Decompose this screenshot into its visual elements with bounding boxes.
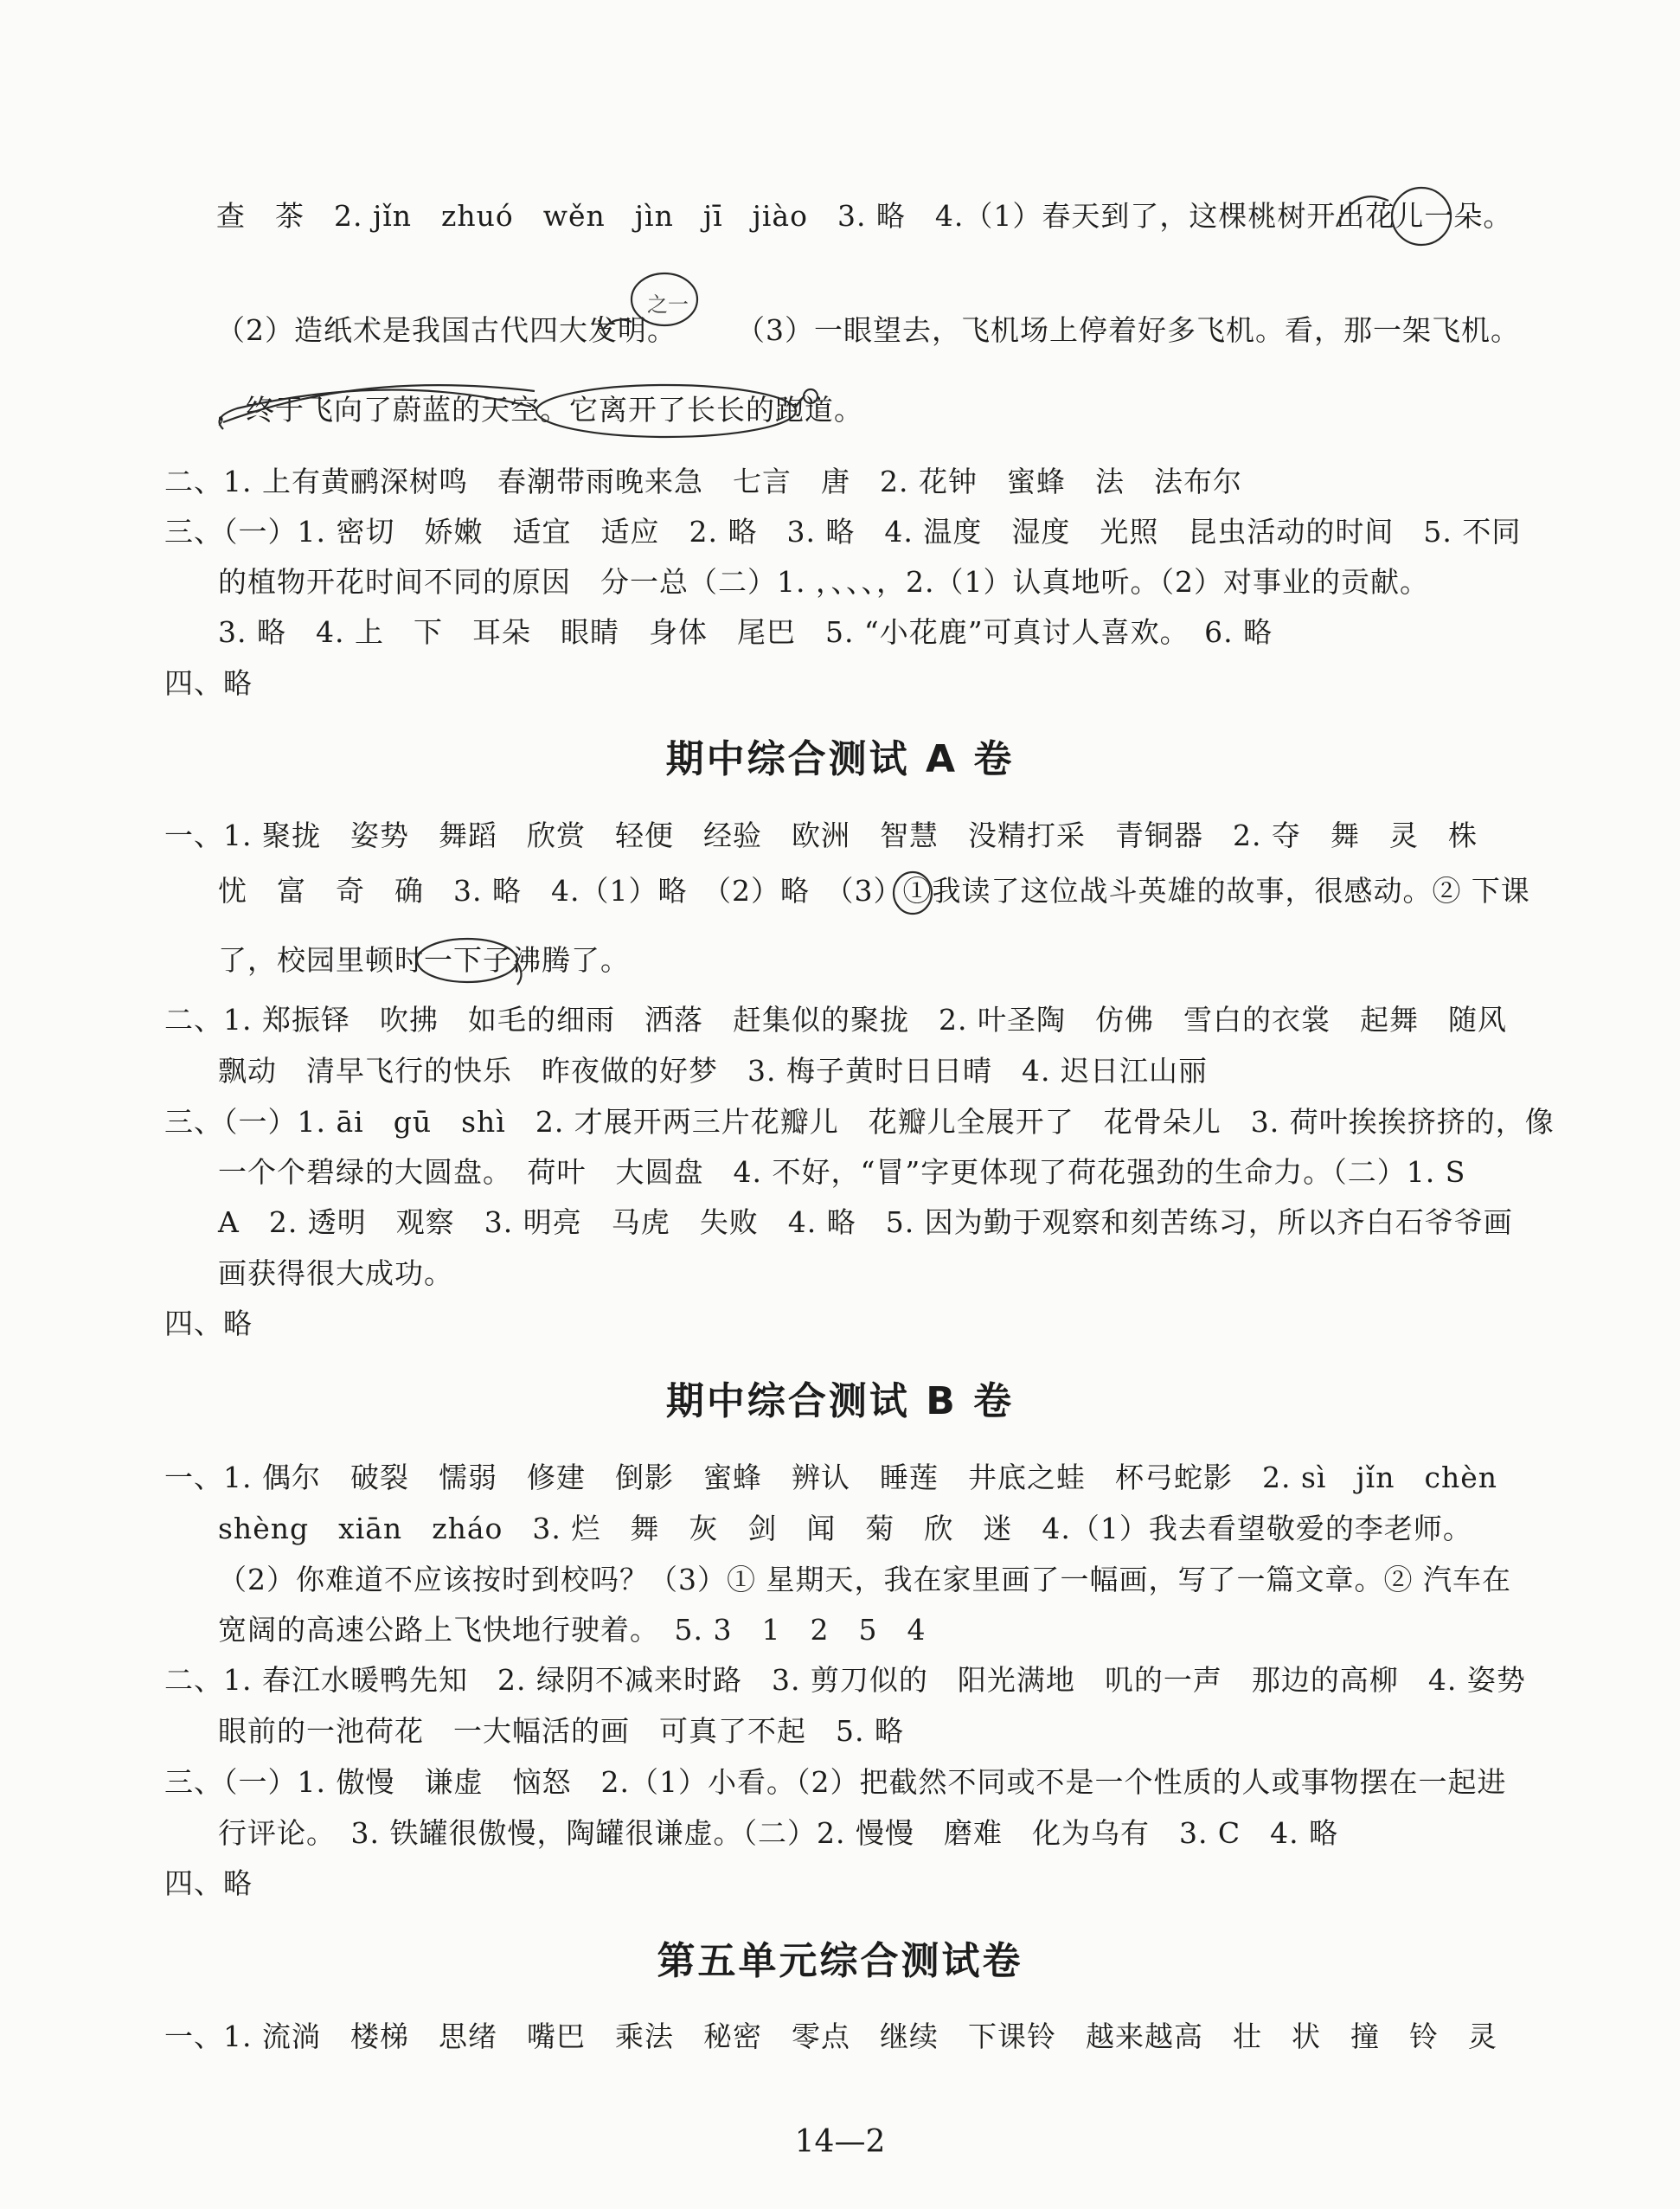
line-4: 二、1. 上有黄鹂深树鸣 春潮带雨晚来急 七言 唐 2. 花钟 蜜蜂 法 法布尔 (164, 465, 1242, 498)
line-7: 3. 略 4. 上 下 耳朵 眼睛 身体 尾巴 5. “小花鹿”可真讨人喜欢。 6. 略 (218, 615, 1273, 649)
line-16: A 2. 透明 观察 3. 明亮 马虎 失败 4. 略 5. 因为勤于观察和刻苦练习，所以齐白石爷爷画 (218, 1205, 1513, 1239)
line-21: （2）你难道不应该按时到校吗？（3）① 星期天，我在家里画了一幅画，写了一篇文章。② 汽车在 (218, 1563, 1511, 1596)
line-8: 四、略 (164, 666, 253, 700)
line-26: 行评论。 3. 铁罐很傲慢，陶罐很谦虚。（二）2. 慢慢 磨难 化为乌有 3. C 4. 略 (218, 1816, 1339, 1850)
line-28: 一、1. 流淌 楼梯 思绪 嘴巴 乘法 秘密 零点 继续 下课铃 越来越高 壮 状 撞 铃 灵 (164, 2020, 1497, 2053)
line-3: ，终于飞向了蔚蓝的天空。它离开了长长的跑道。 (216, 393, 863, 427)
line-25: 三、（一）1. 傲慢 谦虚 恼怒 2.（1）小看。（2）把截然不同或不是一个性质的人或事物摆在一起进 (164, 1765, 1507, 1799)
line-27: 四、略 (164, 1866, 253, 1900)
heading-unit-5: 第五单元综合测试卷 (657, 1939, 1023, 1983)
line-14: 三、（一）1. āi gū shì 2. 才展开两三片花瓣儿 花瓣儿全展开了 花骨朵儿 3. 荷叶挨挨挤挤的，像 (164, 1105, 1555, 1139)
line-13: 飘动 清早飞行的快乐 昨夜做的好梦 3. 梅子黄时日日晴 4. 迟日江山丽 (218, 1054, 1208, 1088)
line-23: 二、1. 春江水暖鸭先知 2. 绿阴不减来时路 3. 剪刀似的 阳光满地 叽的一声 那边的高柳 4. 姿势 (164, 1663, 1526, 1697)
line-17: 画获得很大成功。 (218, 1256, 453, 1290)
line-24: 眼前的一池荷花 一大幅活的画 可真了不起 5. 略 (218, 1714, 904, 1748)
handwritten-insert: 之一 (647, 292, 689, 317)
line-22: 宽阔的高速公路上飞快地行驶着。 5. 3 1 2 5 4 (218, 1613, 927, 1647)
line-2: （2）造纸术是我国古代四大发明。 （3）一眼望去，飞机场上停着好多飞机。看，那一架飞机。 (216, 313, 1520, 347)
line-12: 二、1. 郑振铎 吹拂 如毛的细雨 洒落 赶集似的聚拢 2. 叶圣陶 仿佛 雪白的衣裳 起舞 随风 (164, 1003, 1507, 1037)
line-11: 了，校园里顿时一下子沸腾了。 (218, 943, 630, 977)
line-15: 一个个碧绿的大圆盘。 荷叶 大圆盘 4. 不好，“冒”字更体现了荷花强劲的生命力。（二）1. S (218, 1155, 1466, 1189)
heading-midterm-b: 期中综合测试 B 卷 (665, 1379, 1015, 1423)
page-number: 14—2 (794, 2124, 886, 2160)
line-9: 一、1. 聚拢 姿势 舞蹈 欣赏 轻便 经验 欧洲 智慧 没精打采 青铜器 2. 夺 舞 灵 株 (164, 819, 1478, 852)
line-1: 查 茶 2. jǐn zhuó wěn jìn jī jiào 3. 略 4.（1）春天到了，这棵桃树开出花儿一朵。 (216, 199, 1513, 233)
line-20: shèng xiān zháo 3. 烂 舞 灰 剑 闻 菊 欣 迷 4.（1）我去看望敬爱的李老师。 (218, 1512, 1472, 1545)
line-18: 四、略 (164, 1307, 253, 1340)
heading-midterm-a: 期中综合测试 A 卷 (665, 737, 1015, 781)
line-10: 忧 富 奇 确 3. 略 4.（1）略 （2）略 （3）①我读了这位战斗英雄的故事，很感动。② 下课 (218, 874, 1530, 908)
line-6: 的植物开花时间不同的原因 分一总（二）1. ，、、、，2.（1）认真地听。（2）对事业的贡献。 (218, 565, 1429, 599)
line-5: 三、（一）1. 密切 娇嫩 适宜 适应 2. 略 3. 略 4. 温度 湿度 光照 昆虫活动的时间 5. 不同 (164, 515, 1522, 549)
line-19: 一、1. 偶尔 破裂 懦弱 修建 倒影 蜜蜂 辨认 睡莲 井底之蛙 杯弓蛇影 2. sì jǐn chèn (164, 1461, 1497, 1494)
